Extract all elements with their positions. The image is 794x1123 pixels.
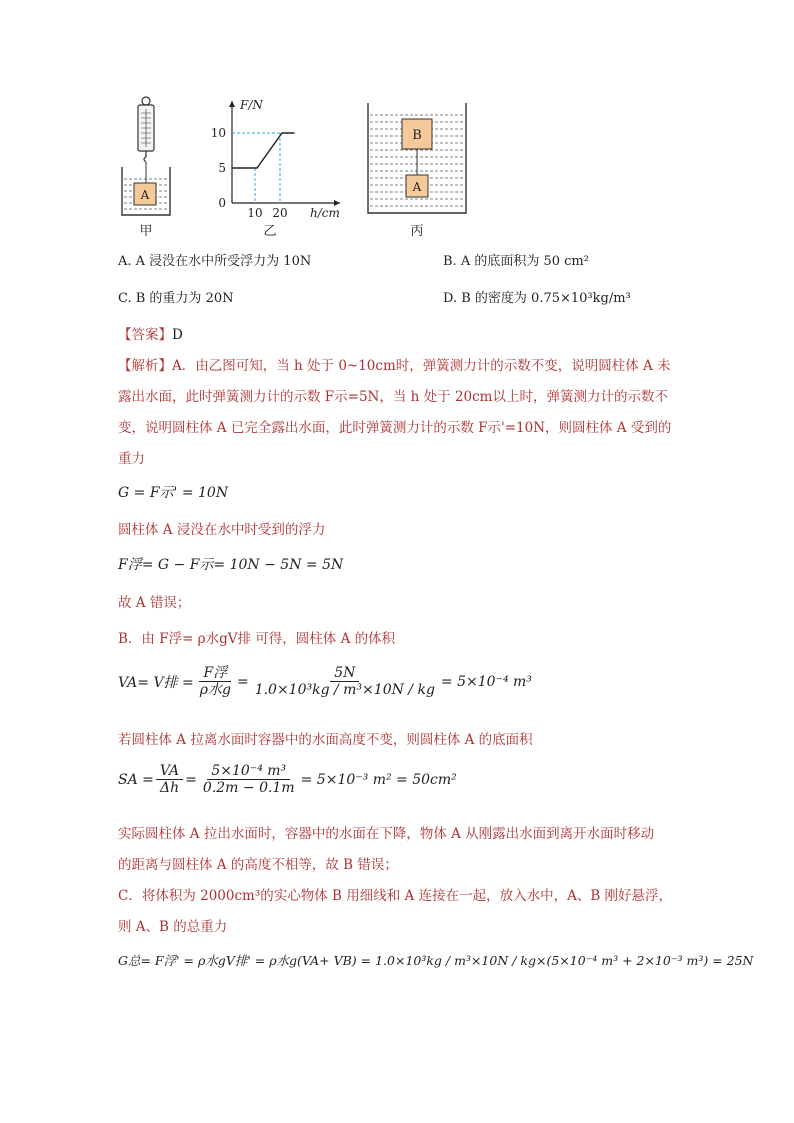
eq3-f1-den: ρ水g <box>199 682 231 698</box>
block-b-label: B <box>412 128 422 143</box>
eq4-f2-den: 0.2m − 0.1m <box>202 780 295 796</box>
option-b: B. A 的底面积为 50 cm² <box>443 254 589 269</box>
equation-gravity: G = F示' = 10N <box>118 485 229 501</box>
analysis-base-area-intro: 若圆柱体 A 拉离水面时容器中的水面高度不变，则圆柱体 A 的底面积 <box>118 732 533 748</box>
equation-total-gravity: G总= F浮' = ρ水gV排' = ρ水g(VA+ VB) = 1.0×10³kg / m³×10N / kg×(5×10⁻⁴ m³ + 2×10⁻³ m³) = 25N <box>118 953 754 968</box>
graph-x-tick-10: 10 <box>247 206 263 220</box>
answer-value: D <box>172 327 183 343</box>
figure-jia <box>122 97 170 239</box>
fig1-caption: 甲 <box>139 224 153 239</box>
eq4-right: = 5×10⁻³ m² = 50cm² <box>300 771 457 788</box>
eq4-f2-num: 5×10⁻⁴ m³ <box>207 763 290 780</box>
analysis-b-line-1: 实际圆柱体 A 拉出水面时，容器中的水面在下降，物体 A 从刚露出水面到离开水面时移动 <box>118 826 655 842</box>
analysis-buoyancy-intro: 圆柱体 A 浸没在水中时受到的浮力 <box>118 522 326 538</box>
equation-buoyancy: F浮= G − F示= 10N − 5N = 5N <box>118 557 344 573</box>
graph-y-label: F/N <box>240 98 263 112</box>
option-a: A. A 浸没在水中所受浮力为 10N <box>118 254 312 269</box>
graph-series-line <box>232 133 295 168</box>
figure-yi <box>211 98 340 239</box>
analysis-b-line-2: 的距离与圆柱体 A 的高度不相等，故 B 错误； <box>118 857 398 873</box>
analysis-a-wrong: 故 A 错误； <box>118 595 191 611</box>
block-a2-label: A <box>412 180 422 194</box>
analysis-line-4: 重力 <box>118 451 145 467</box>
analysis-label: 【解析】 <box>118 358 172 374</box>
eq3-f2-den: 1.0×10³kg / m³×10N / kg <box>254 682 435 698</box>
analysis-line-2: 露出水面，此时弹簧测力计的示数 F示=5N，当 h 处于 20cm以上时，弹簧测力计的示数不 <box>118 389 668 405</box>
analysis-text-1: A．由乙图可知，当 h 处于 0~10cm时，弹簧测力计的示数不变，说明圆柱体 A 未 <box>172 358 671 374</box>
analysis-line-3: 变，说明圆柱体 A 已完全露出水面，此时弹簧测力计的示数 F示'=10N，则圆柱体 A 受到的 <box>118 420 672 436</box>
eq3-f1-num: F浮 <box>199 665 231 682</box>
graph-y-tick-5: 5 <box>218 161 226 175</box>
block-a-label: A <box>140 188 150 202</box>
analysis-b-intro: B．由 F浮= ρ水gV排 可得，圆柱体 A 的体积 <box>118 631 396 647</box>
eq4-f1-num: VA <box>156 763 183 780</box>
graph-y-tick-0: 0 <box>218 196 226 210</box>
graph-x-label: h/cm <box>310 206 340 220</box>
figure-bing <box>368 103 466 239</box>
option-c: C. B 的重力为 20N <box>118 291 234 306</box>
equation-volume: VA= V排 = $\frac{\text{F浮}}{\text{ρ水g}}$ = $\frac{5N}{\text{1.0×10³kg / m³×10N / kg}}$ = 5×10⁻⁴ m³ <box>118 665 532 698</box>
eq3-fraction-1 <box>196 665 235 698</box>
eq3-f2-num: 5N <box>330 665 359 682</box>
eq4-fraction-2 <box>199 763 299 796</box>
fig2-caption: 乙 <box>263 224 277 239</box>
eq3-left: VA= V排 = <box>118 674 194 691</box>
graph-x-tick-20: 20 <box>272 206 288 220</box>
eq3-right: = 5×10⁻⁴ m³ <box>440 673 532 690</box>
eq3-fraction-2 <box>251 665 439 698</box>
analysis-line-1 <box>118 354 671 374</box>
analysis-c-line-2: 则 A、B 的总重力 <box>118 919 228 935</box>
graph-y-tick-10: 10 <box>210 126 226 140</box>
equation-base-area: SA = $\frac{VA}{\Delta h}$ = $\frac{\text{5×10⁻⁴ m³}}{0.2m - 0.1m}$ = 5×10⁻³ m² = 50cm² <box>118 763 457 796</box>
option-d: D. B 的密度为 0.75×10³kg/m³ <box>443 291 631 306</box>
answer-label: 【答案】 <box>118 327 172 343</box>
analysis-c-line-1: C．将体积为 2000cm³的实心物体 B 用细线和 A 连接在一起，放入水中，A、B 刚好悬浮， <box>118 888 673 904</box>
eq4-fraction-1 <box>156 763 183 796</box>
eq4-left: SA = <box>118 771 154 788</box>
eq4-f1-den: Δh <box>159 780 180 796</box>
figures-area <box>100 95 620 245</box>
answer-line <box>118 323 183 343</box>
fig3-caption: 丙 <box>410 224 424 239</box>
